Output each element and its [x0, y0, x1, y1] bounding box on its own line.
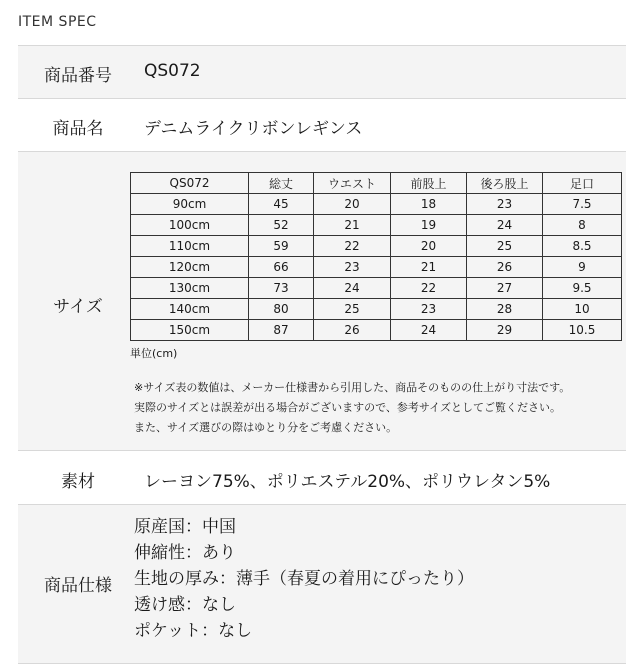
table-cell: 21	[391, 257, 467, 278]
spec-item: 原産国：中国	[134, 517, 236, 537]
table-cell: 73	[249, 278, 314, 299]
table-cell: 7.5	[543, 194, 622, 215]
table-cell: 28	[467, 299, 543, 320]
table-cell: 18	[391, 194, 467, 215]
table-cell: 90cm	[131, 194, 249, 215]
column-header: ウエスト	[314, 173, 391, 194]
table-cell: 150cm	[131, 320, 249, 341]
table-row	[131, 320, 622, 341]
table-row	[131, 299, 622, 320]
column-header: 足口	[543, 173, 622, 194]
material-value: レーヨン75%、ポリエステル20%、ポリウレタン5%	[144, 472, 551, 492]
table-cell: 10.5	[543, 320, 622, 341]
table-cell: 22	[314, 236, 391, 257]
table-cell: 21	[314, 215, 391, 236]
table-cell: 8	[543, 215, 622, 236]
table-cell: 25	[467, 236, 543, 257]
table-row	[131, 236, 622, 257]
size-label: サイズ	[53, 297, 103, 317]
spec-item: 生地の厚み：薄手（春夏の着用にぴったり）	[134, 569, 474, 589]
size-table	[130, 172, 622, 341]
material-label: 素材	[61, 472, 95, 492]
table-cell: 22	[391, 278, 467, 299]
table-cell: 27	[467, 278, 543, 299]
product-number-label: 商品番号	[44, 66, 112, 86]
table-cell: 66	[249, 257, 314, 278]
table-cell: 24	[391, 320, 467, 341]
table-cell: 20	[391, 236, 467, 257]
size-note: 実際のサイズとは誤差が出る場合がございますので、参考サイズとしてご覧ください。	[134, 401, 562, 414]
spec-item: 透け感：なし	[134, 595, 236, 615]
table-cell: 130cm	[131, 278, 249, 299]
table-cell: 26	[467, 257, 543, 278]
size-notes	[134, 378, 570, 438]
table-cell: 25	[314, 299, 391, 320]
product-number-value: QS072	[144, 61, 201, 81]
spec-label: 商品仕様	[44, 576, 112, 596]
spec-header	[0, 0, 640, 45]
product-number-row	[18, 46, 626, 98]
table-cell: 24	[467, 215, 543, 236]
material-row	[18, 451, 626, 504]
table-cell: 80	[249, 299, 314, 320]
table-row	[131, 278, 622, 299]
table-cell: 87	[249, 320, 314, 341]
table-cell: 140cm	[131, 299, 249, 320]
table-cell: 9	[543, 257, 622, 278]
size-note: また、サイズ選びの際はゆとり分をご考慮ください。	[134, 421, 398, 434]
table-row	[131, 215, 622, 236]
table-cell: 100cm	[131, 215, 249, 236]
spec-list	[134, 514, 474, 644]
size-unit: 単位(cm)	[130, 347, 178, 360]
table-cell: 23	[467, 194, 543, 215]
table-cell: 52	[249, 215, 314, 236]
column-header: 前股上	[391, 173, 467, 194]
product-name-label: 商品名	[52, 119, 104, 139]
table-cell: 8.5	[543, 236, 622, 257]
size-note: ※サイズ表の数値は、メーカー仕様書から引用した、商品そのものの仕上がり寸法です。	[134, 381, 571, 394]
table-cell: 45	[249, 194, 314, 215]
table-cell: 120cm	[131, 257, 249, 278]
product-name-row	[18, 99, 626, 151]
column-header: 総丈	[249, 173, 314, 194]
spec-title: ITEM SPEC	[18, 14, 97, 30]
table-cell: 24	[314, 278, 391, 299]
table-cell: 9.5	[543, 278, 622, 299]
table-cell: 110cm	[131, 236, 249, 257]
table-cell: 26	[314, 320, 391, 341]
spec-item: ポケット：なし	[134, 621, 253, 641]
table-cell: 20	[314, 194, 391, 215]
column-header: 後ろ股上	[467, 173, 543, 194]
table-cell: 29	[467, 320, 543, 341]
table-cell: 10	[543, 299, 622, 320]
table-row	[131, 257, 622, 278]
table-row	[131, 194, 622, 215]
spec-item: 伸縮性：あり	[134, 543, 236, 563]
table-cell: 23	[391, 299, 467, 320]
table-cell: 19	[391, 215, 467, 236]
divider	[18, 663, 626, 664]
table-cell: 23	[314, 257, 391, 278]
column-header: QS072	[131, 173, 249, 194]
size-table-header	[131, 173, 622, 194]
product-name-value: デニムライクリボンレギンス	[144, 119, 363, 139]
table-cell: 59	[249, 236, 314, 257]
